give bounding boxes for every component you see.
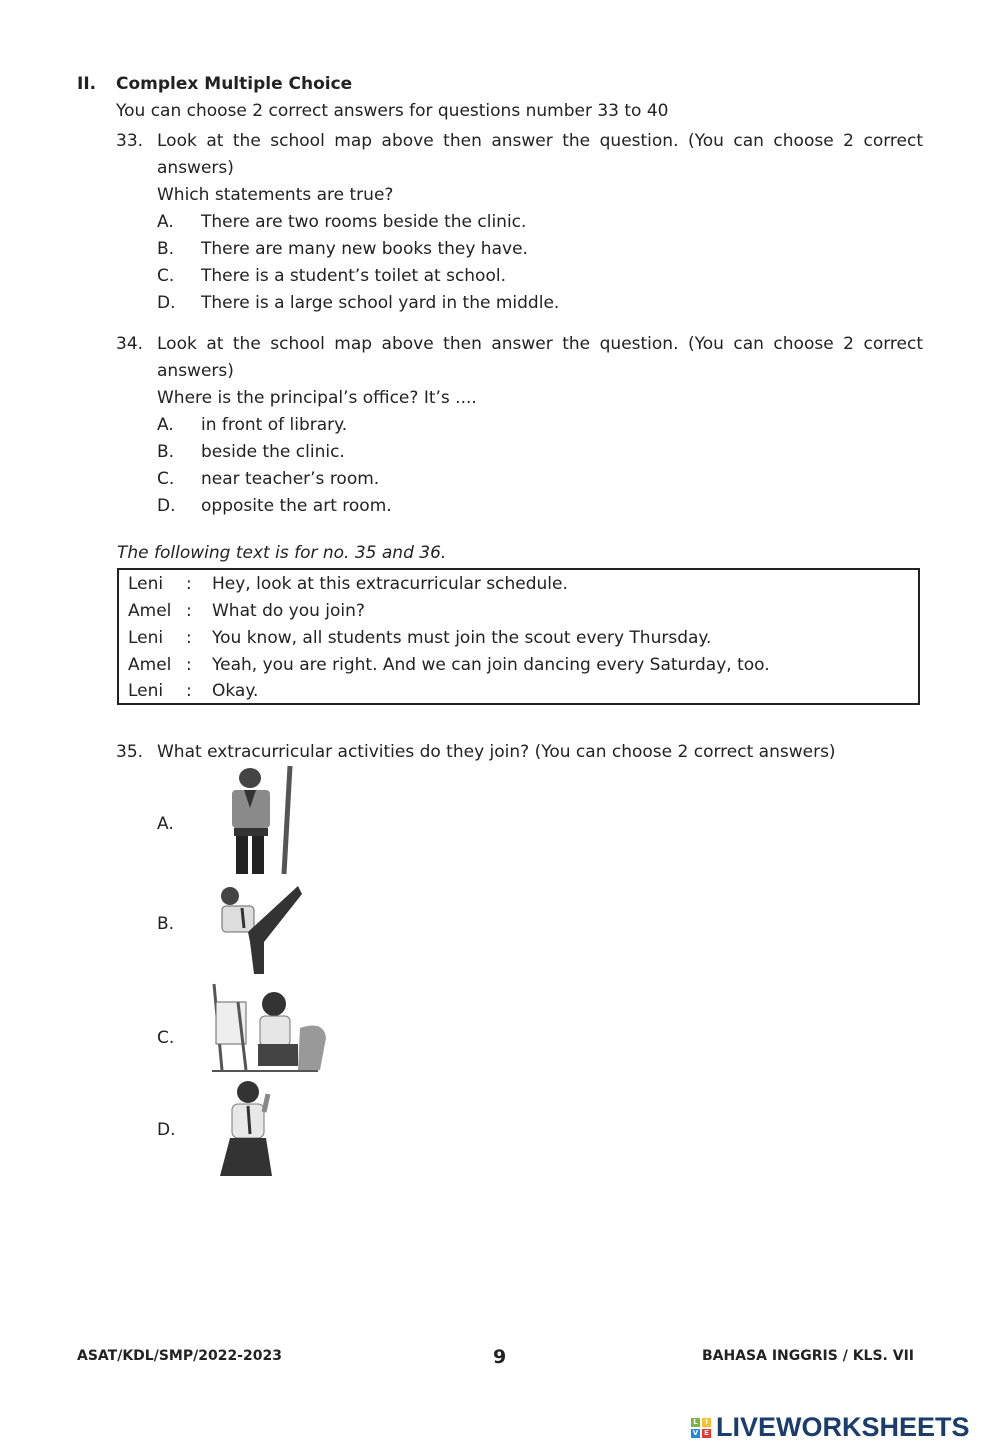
separator: :: [186, 574, 192, 594]
q35-option-d-letter[interactable]: D.: [157, 1120, 176, 1140]
line: You know, all students must join the scout every Thursday.: [212, 628, 712, 648]
speaker: Amel: [128, 601, 172, 621]
q33-question: Which statements are true?: [157, 185, 394, 205]
line: Okay.: [212, 681, 259, 701]
separator: :: [186, 681, 192, 701]
q33-option-b-letter: B.: [157, 239, 175, 259]
speaker: Leni: [128, 681, 164, 701]
section-title: Complex Multiple Choice: [116, 74, 353, 94]
q35-option-b-letter[interactable]: B.: [157, 914, 175, 934]
separator: :: [186, 655, 192, 675]
page-number: 9: [493, 1346, 507, 1368]
line: Yeah, you are right. And we can join dancing every Saturday, too.: [212, 655, 770, 675]
q33-text: Look at the school map above then answer the question. (You can choose 2 correct: [157, 131, 923, 151]
q33-option-c-letter: C.: [157, 266, 175, 286]
separator: :: [186, 628, 192, 648]
q35-option-c-letter[interactable]: C.: [157, 1028, 175, 1048]
q33-number: 33.: [116, 131, 144, 151]
text-intro: The following text is for no. 35 and 36.: [117, 543, 447, 563]
q34-option-c[interactable]: near teacher’s room.: [201, 469, 380, 489]
q33-option-a[interactable]: There are two rooms beside the clinic.: [201, 212, 527, 232]
speaker: Leni: [128, 628, 164, 648]
q34-option-b-letter: B.: [157, 442, 175, 462]
q33-option-d[interactable]: There is a large school yard in the middle.: [201, 293, 560, 313]
liveworksheets-logo: [690, 1412, 970, 1443]
q34-text-cont: answers): [157, 361, 234, 381]
section-number: II.: [77, 74, 97, 94]
q34-option-a-letter: A.: [157, 415, 174, 435]
footer-subject: BAHASA INGGRIS / KLS. VII: [702, 1348, 914, 1364]
scout-image[interactable]: [208, 764, 298, 876]
q33-option-d-letter: D.: [157, 293, 176, 313]
speaker: Leni: [128, 574, 164, 594]
q35-text: What extracurricular activities do they join? (You can choose 2 correct answers): [157, 742, 836, 762]
line: Hey, look at this extracurricular schedule.: [212, 574, 568, 594]
separator: :: [186, 601, 192, 621]
logo-text: LIVEWORKSHEETS: [716, 1412, 970, 1442]
q34-question: Where is the principal’s office? It’s ....: [157, 388, 477, 408]
q33-text-cont: answers): [157, 158, 234, 178]
q34-option-d[interactable]: opposite the art room.: [201, 496, 392, 516]
q33-option-b[interactable]: There are many new books they have.: [201, 239, 528, 259]
q34-option-b[interactable]: beside the clinic.: [201, 442, 345, 462]
q33-option-c[interactable]: There is a student’s toilet at school.: [201, 266, 506, 286]
logo-mark-icon: L IV E: [690, 1417, 714, 1439]
dialog-box: [117, 568, 920, 705]
q35-option-a-letter[interactable]: A.: [157, 814, 174, 834]
martial-arts-image[interactable]: [212, 882, 304, 976]
q35-number: 35.: [116, 742, 144, 762]
footer-code: ASAT/KDL/SMP/2022-2023: [77, 1348, 282, 1364]
q34-option-c-letter: C.: [157, 469, 175, 489]
painting-image[interactable]: [208, 982, 332, 1074]
q34-option-a[interactable]: in front of library.: [201, 415, 348, 435]
q34-text: Look at the school map above then answer the question. (You can choose 2 correct: [157, 334, 923, 354]
q34-number: 34.: [116, 334, 144, 354]
q33-option-a-letter: A.: [157, 212, 174, 232]
dancing-image[interactable]: [210, 1078, 282, 1178]
section-instruction: You can choose 2 correct answers for questions number 33 to 40: [116, 101, 669, 121]
q34-option-d-letter: D.: [157, 496, 176, 516]
speaker: Amel: [128, 655, 172, 675]
line: What do you join?: [212, 601, 365, 621]
